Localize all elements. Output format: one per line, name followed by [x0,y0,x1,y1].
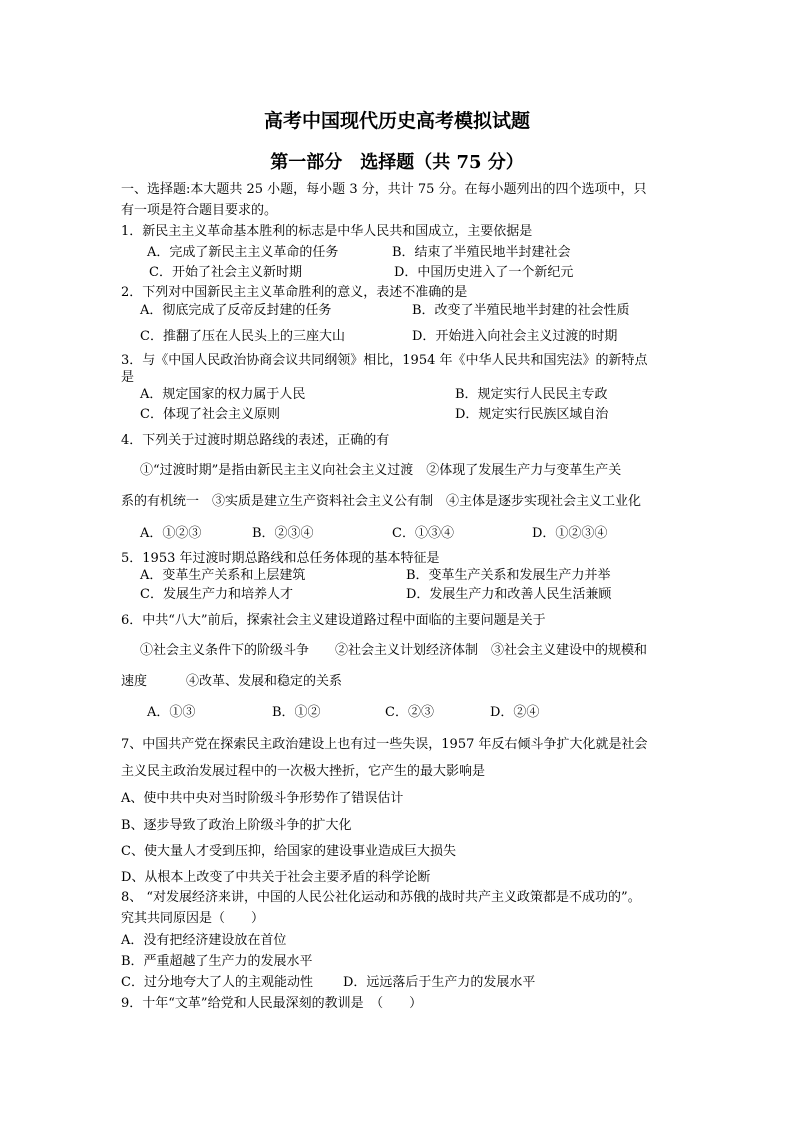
q8-option-d: D．远远落后于生产力的发展水平 [343,975,536,990]
q6-items-line-1: ①社会主义条件下的阶级斗争 ②社会主义计划经济体制 ③社会主义建设中的规模和 [140,643,648,658]
q4-items-line-1: ①“过渡时期”是指由新民主主义向社会主义过渡 ②体现了发展生产力与变革生产关 [140,463,622,478]
q7-stem-line-1: 7、中国共产党在探索民主政治建设上也有过一些失误，1957 年反右倾斗争扩大化就是社会 [121,737,648,752]
q2-option-c: C．推翻了压在人民头上的三座大山 [140,329,345,344]
q8-stem-line-1: 8、 “对发展经济来讲，中国的人民公社化运动和苏俄的战时共产主义政策都是不成功的”。 [121,890,641,905]
q5-stem: 5．1953 年过渡时期总路线和总任务体现的基本特征是 [121,551,440,566]
q6-option-a: A．①③ [147,705,196,720]
q4-option-c: C．①③④ [392,526,454,541]
instructions-line-1: 一、选择题:本大题共 25 小题，每小题 3 分，共计 75 分。在每小题列出的四个选项中，只 [121,182,647,197]
q3-option-c: C．体现了社会主义原则 [140,407,280,422]
q8-option-b: B．严重超越了生产力的发展水平 [121,954,313,969]
q8-option-a: A．没有把经济建设放在首位 [121,933,287,948]
q7-option-b: B、逐步导致了政治上阶级斗争的扩大化 [121,818,352,833]
q8-option-c: C．过分地夸大了人的主观能动性 [121,975,313,990]
q3-option-d: D．规定实行民族区域自治 [455,407,609,422]
q9-stem: 9．十年“文革”给党和人民最深刻的教训是 （ ） [121,996,423,1011]
q6-option-c: C．②③ [385,705,434,720]
q4-items-line-2: 系的有机统一 ③实质是建立生产资料社会主义公有制 ④主体是逐步实现社会主义工业化 [121,494,642,509]
q4-option-d: D．①②③④ [532,526,608,541]
q5-option-a: A．变革生产关系和上层建筑 [140,568,306,583]
q1-option-c: C．开始了社会主义新时期 [149,265,302,280]
q6-stem: 6．中共“八大”前后，探索社会主义建设道路过程中面临的主要问题是关于 [121,613,546,628]
q1-stem: 1．新民主主义革命基本胜利的标志是中华人民共和国成立，主要依据是 [121,224,533,239]
q4-option-a: A．①②③ [140,526,202,541]
q1-option-d: D．中国历史进入了一个新纪元 [394,265,574,280]
q2-option-d: D．开始进入向社会主义过渡的时期 [412,329,618,344]
q3-stem-line-1: 3．与《中国人民政治协商会议共同纲领》相比，1954 年《中华人民共和国宪法》的新特点 [121,353,648,368]
q4-option-b: B．②③④ [252,526,314,541]
q7-option-a: A、使中共中央对当时阶级斗争形势作了错误估计 [121,791,404,806]
q4-stem: 4．下列关于过渡时期总路线的表述，正确的有 [121,433,390,448]
instructions-line-2: 有一项是符合题目要求的。 [121,203,278,218]
q8-stem-line-2: 究其共同原因是（ ） [121,911,265,926]
q6-option-b: B．①② [272,705,321,720]
q2-option-b: B．改变了半殖民地半封建的社会性质 [412,303,630,318]
q7-option-d: D、从根本上改变了中共关于社会主要矛盾的科学论断 [121,870,431,885]
q3-option-a: A．规定国家的权力属于人民 [140,387,306,402]
q2-stem: 2．下列对中国新民主主义革命胜利的意义，表述不准确的是 [121,285,468,300]
q5-option-d: D．发展生产力和改善人民生活兼顾 [406,587,612,602]
q1-option-b: B．结束了半殖民地半封建社会 [392,245,571,260]
q7-stem-line-2: 主义民主政治发展过程中的一次极大挫折，它产生的最大影响是 [121,764,486,779]
part1-heading: 第一部分 选择题（共 75 分） [270,152,524,173]
q5-option-c: C．发展生产力和培养人才 [140,587,293,602]
q6-items-line-2: 速度 ④改革、发展和稳定的关系 [121,674,343,689]
q2-option-a: A．彻底完成了反帝反封建的任务 [140,303,332,318]
q3-stem-line-2: 是 [121,370,135,385]
q7-option-c: C、使大量人才受到压抑，给国家的建设事业造成巨大损失 [121,844,456,859]
q1-option-a: A．完成了新民主主义革命的任务 [147,245,339,260]
q6-option-d: D．②④ [490,705,540,720]
q5-option-b: B．变革生产关系和发展生产力并举 [406,568,611,583]
page-title: 高考中国现代历史高考模拟试题 [263,110,530,132]
q3-option-b: B．规定实行人民民主专政 [455,387,608,402]
